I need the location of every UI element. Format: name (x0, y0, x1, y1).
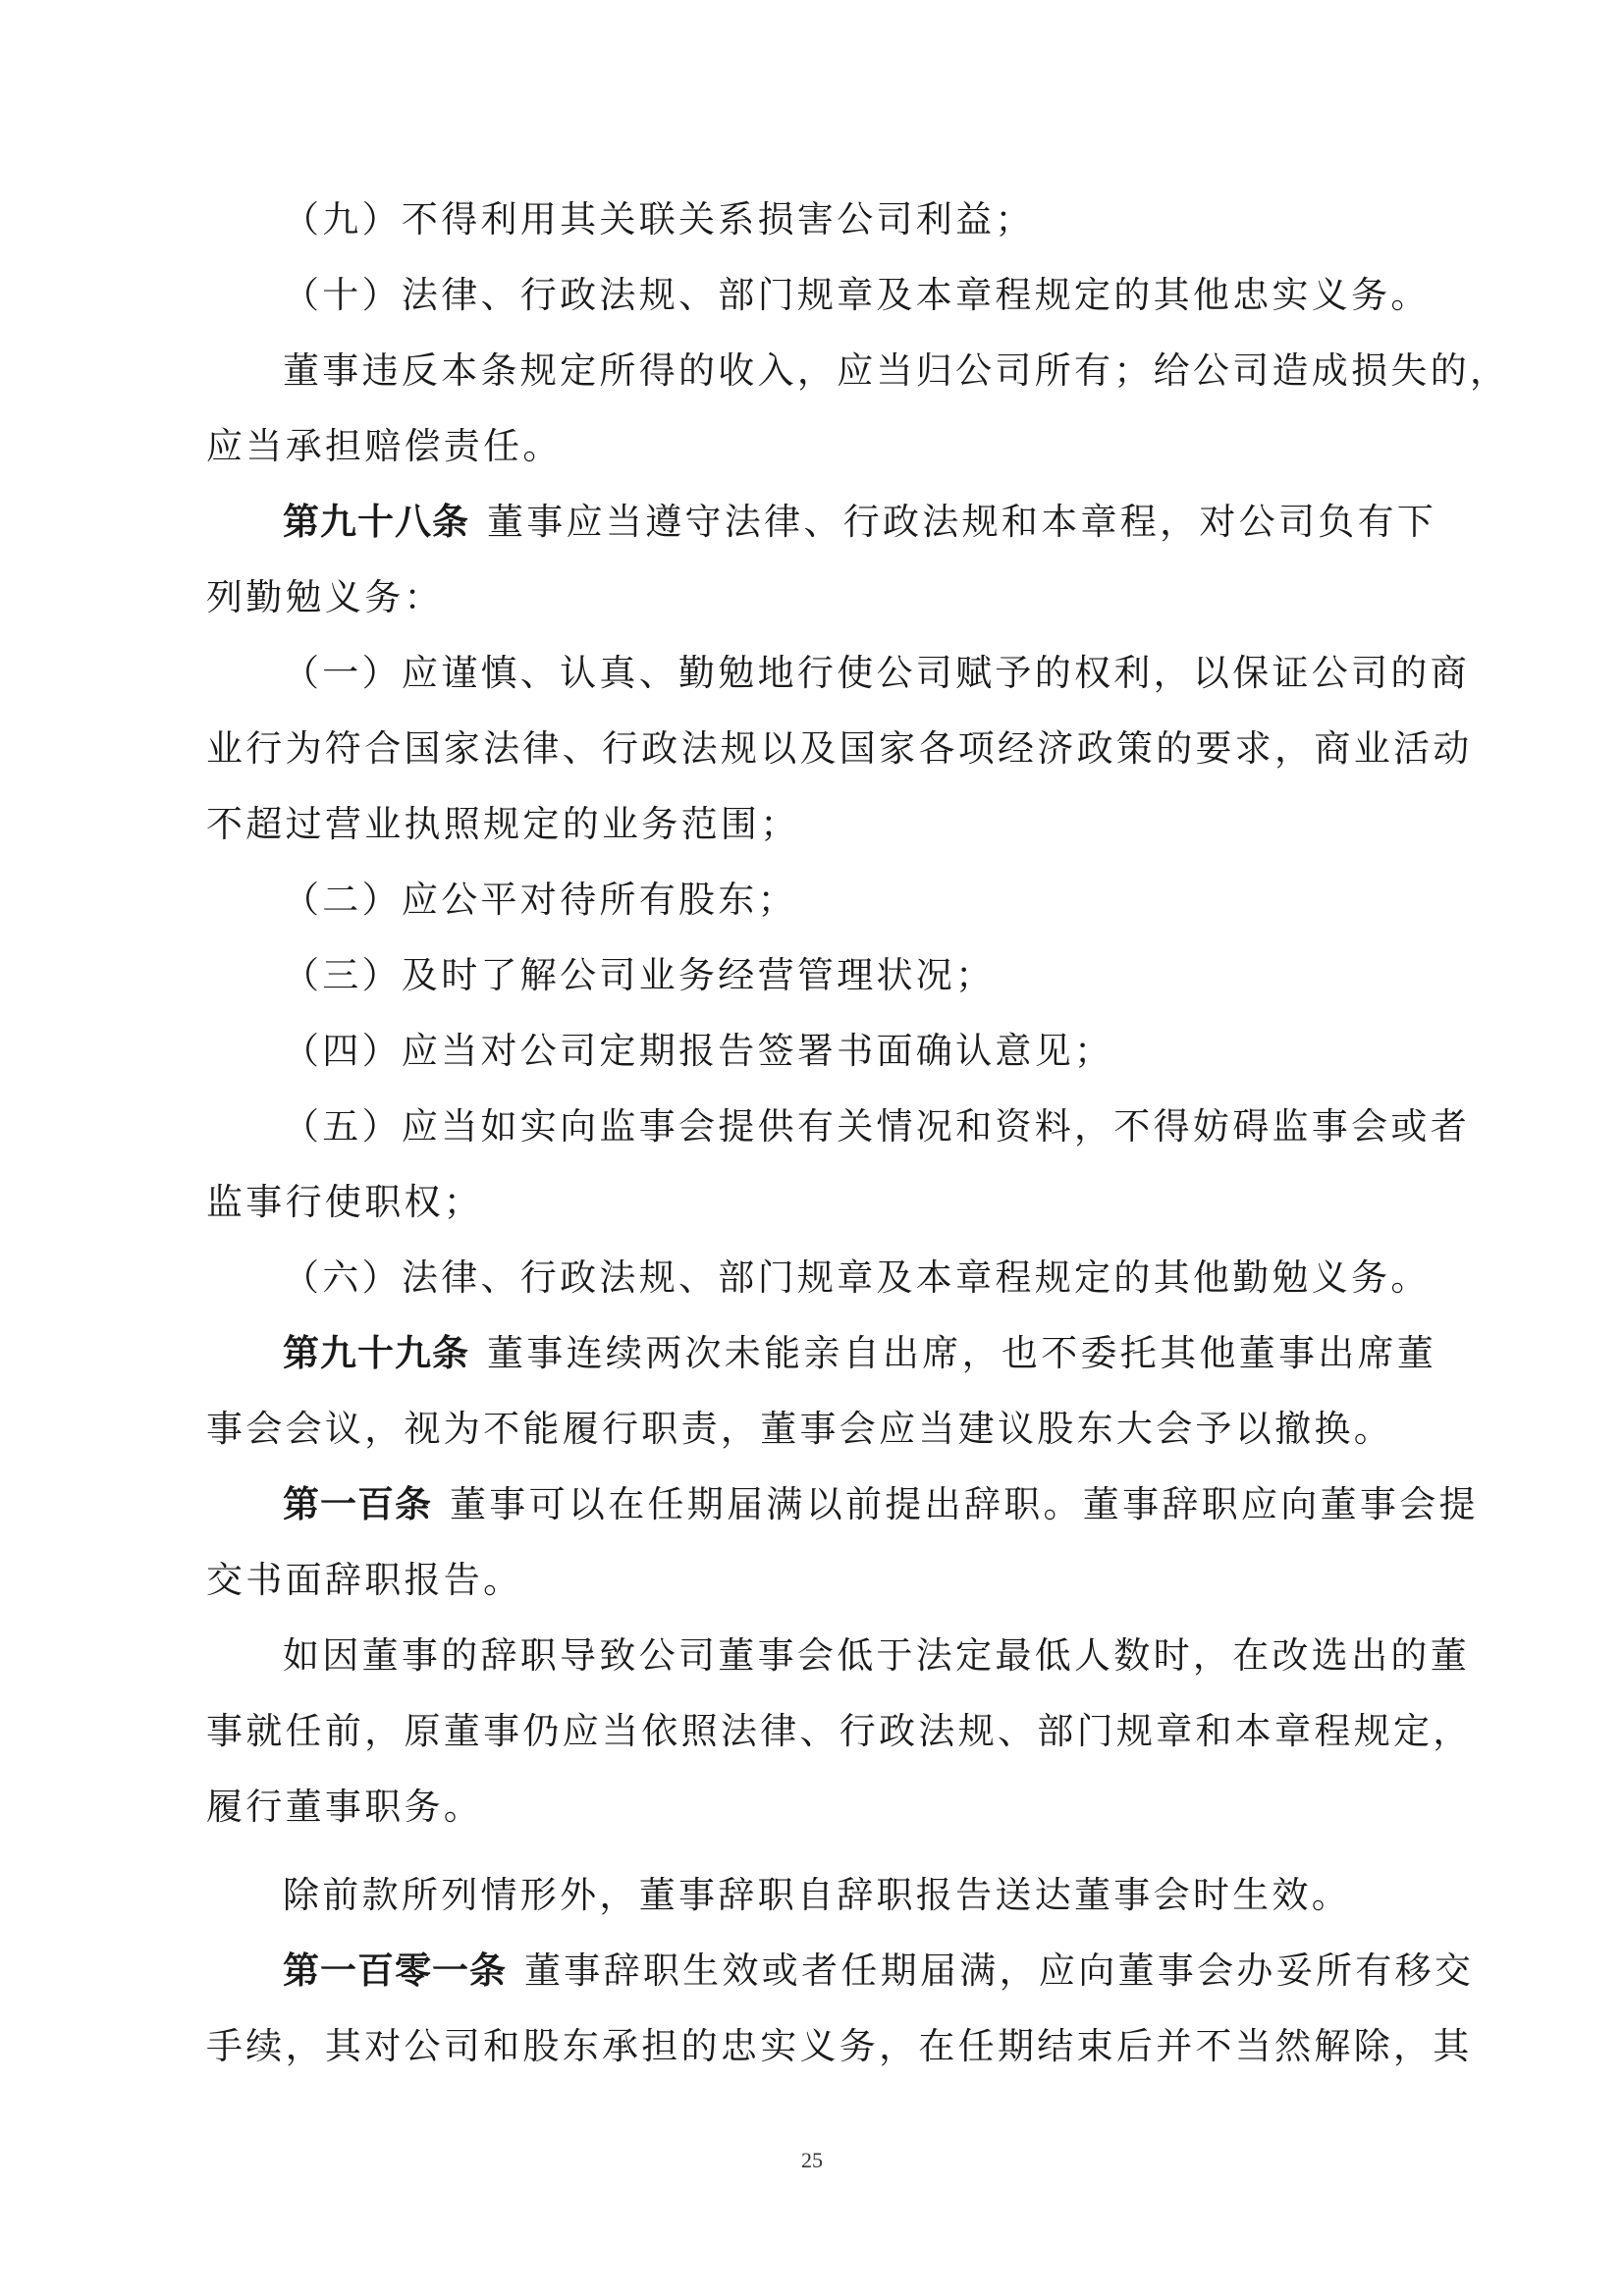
paragraph-line: 事会会议，视为不能履行职责，董事会应当建议股东大会予以撤换。 (206, 1408, 1393, 1450)
article-100-heading: 第一百条 (283, 1483, 432, 1525)
article-98-line (206, 497, 1435, 548)
paragraph-line: 列勤勉义务： (206, 576, 444, 618)
paragraph-line: 除前款所列情形外，董事辞职自辞职报告送达董事会时生效。 (283, 1874, 1352, 1916)
paragraph-line: 如因董事的辞职导致公司董事会低于法定最低人数时，在改选出的董 (283, 1634, 1470, 1677)
paragraph-line: 交书面辞职报告。 (206, 1559, 523, 1601)
paragraph-line: 董事违反本条规定所得的收入，应当归公司所有；给公司造成损失的， (283, 349, 1510, 392)
article-99-text: 董事连续两次未能亲自出席，也不委托其他董事出席董 (487, 1332, 1437, 1374)
article-98-text: 董事应当遵守法律、行政法规和本章程，对公司负有下 (487, 501, 1437, 543)
article-99-heading: 第九十九条 (283, 1332, 469, 1374)
article-101-text: 董事辞职生效或者任期届满，应向董事会办妥所有移交 (524, 1949, 1475, 1992)
paragraph-line: 履行董事职务。 (206, 1786, 484, 1828)
item-ten: （十）法律、行政法规、部门规章及本章程规定的其他忠实义务。 (283, 274, 1431, 316)
paragraph-line: 事就任前，原董事仍应当依照法律、行政法规、部门规章和本章程规定， (206, 1710, 1473, 1752)
article-100-text: 董事可以在任期届满以前提出辞职。董事辞职应向董事会提 (450, 1483, 1479, 1525)
page-number: 25 (801, 2148, 823, 2172)
item-one: （一）应谨慎、认真、勤勉地行使公司赋予的权利，以保证公司的商 (283, 652, 1470, 694)
paragraph-line: 不超过营业执照规定的业务范围； (206, 803, 800, 845)
article-101-line (206, 1946, 1475, 1997)
item-five: （五）应当如实向监事会提供有关情况和资料，不得妨碍监事会或者 (283, 1105, 1470, 1148)
document-body (206, 194, 1510, 2097)
paragraph-line: 业行为符合国家法律、行政法规以及国家各项经济政策的要求，商业活动 (206, 727, 1473, 770)
article-98-heading: 第九十八条 (283, 501, 469, 543)
paragraph-line: 应当承担赔偿责任。 (206, 425, 563, 467)
paragraph-line: 监事行使职权； (206, 1181, 484, 1223)
item-six: （六）法律、行政法规、部门规章及本章程规定的其他勤勉义务。 (283, 1256, 1431, 1299)
item-four: （四）应当对公司定期报告签署书面确认意见； (283, 1030, 1114, 1072)
item-three: （三）及时了解公司业务经营管理状况； (283, 954, 996, 996)
article-99-line (206, 1328, 1435, 1379)
article-100-line (206, 1479, 1479, 1530)
item-nine: （九）不得利用其关联关系损害公司利益； (283, 198, 1035, 240)
article-101-heading: 第一百零一条 (283, 1949, 507, 1992)
paragraph-line: 手续，其对公司和股东承担的忠实义务，在任期结束后并不当然解除，其 (206, 2025, 1473, 2067)
item-two: （二）应公平对待所有股东； (283, 879, 797, 921)
